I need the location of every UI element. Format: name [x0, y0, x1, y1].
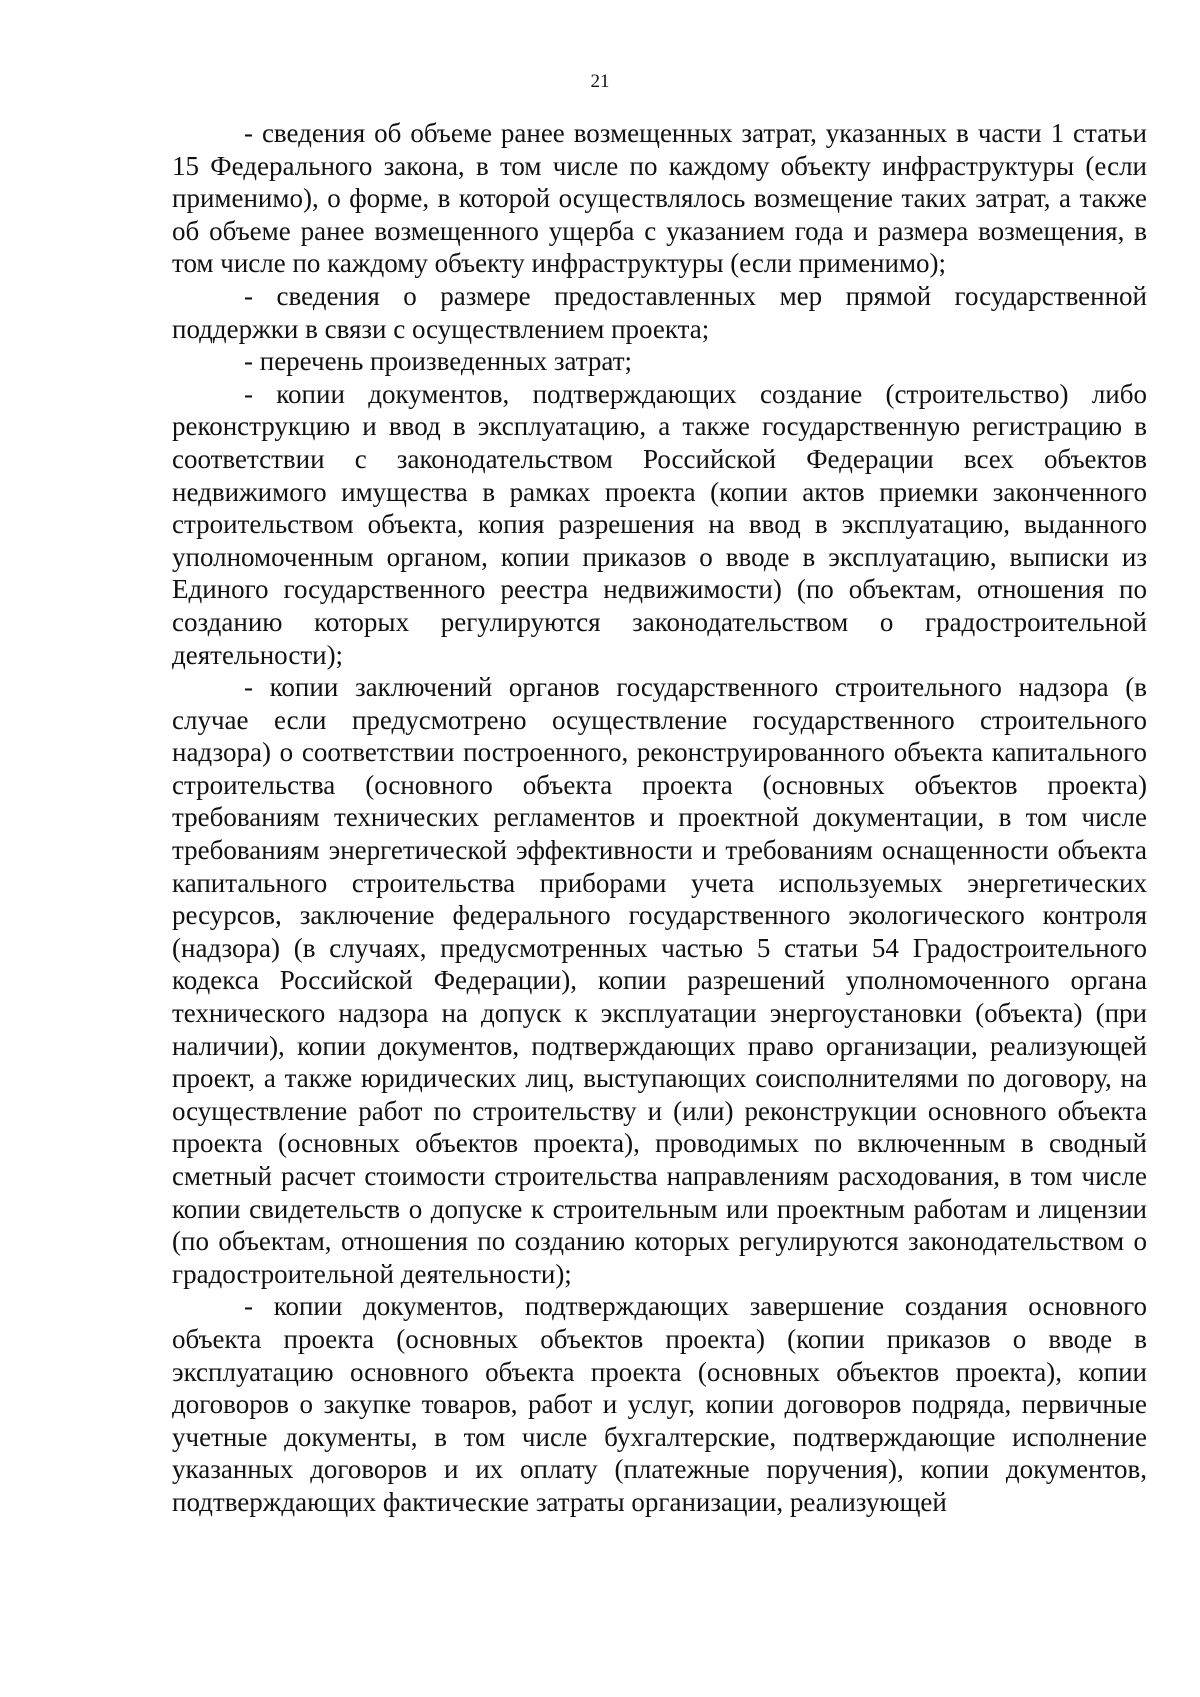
paragraph-reimbursed-costs: - сведения об объеме ранее возмещенных затрат, указанных в части 1 статьи 15 Федерального закона, в том числе по каждому объекту инфраструктуры (если применимо), о форме, в которой осуществлялось возмещение таких затрат, а также об объеме ранее возмещенного ущерба с указанием года и размера возмещения, в том числе по каждому объекту инфраструктуры (если применимо); [172, 118, 1147, 279]
paragraph-construction-documents: - копии документов, подтверждающих создание (строительство) либо реконструкцию и ввод в эксплуатацию, а также государственную регистрацию в соответствии с законодательством Российской Федерации всех объектов недвижимого имущества в рамках проекта (копии актов приемки законченного строительством объекта, копия разрешения на ввод в эксплуатацию, выданного уполномоченным органом, копии приказов о вводе в эксплуатацию, выписки из Единого государственного реестра недвижимости) (по объектам, отношения по созданию которых регулируются законодательством о градостроительной деятельности); [172, 378, 1147, 670]
paragraph-supervision-conclusions: - копии заключений органов государственного строительного надзора (в случае если предусмотрено осуществление государственного строительного надзора) о соответствии построенного, реконструированного объекта капитального строительства (основного объекта проекта (основных объектов проекта) требованиям технических регламентов и проектной документации, в том числе требованиям энергетической эффективности и требованиям оснащенности объекта капитального строительства приборами учета используемых энергетических ресурсов, заключение федерального государственного экологического контроля (надзора) (в случаях, предусмотренных частью 5 статьи 54 Градостроительного кодекса Российской Федерации), копии разрешений уполномоченного органа технического надзора на допуск к эксплуатации энергоустановки (объекта) (при наличии), копии документов, подтверждающих право организации, реализующей проект, а также юридических лиц, выступающих соисполнителями по договору, на осуществление работ по строительству и (или) реконструкции основного объекта проекта (основных объектов проекта), проводимых по включенным в сводный сметный расчет стоимости строительства направлениям расходования, в том числе копии свидетельств о допуске к строительным или проектным работам и лицензии (по объектам, отношения по созданию которых регулируются законодательством о градостроительной деятельности); [172, 672, 1147, 1289]
paragraph-state-support: - сведения о размере предоставленных мер прямой государственной поддержки в связи с осуществлением проекта; [172, 280, 1147, 344]
document-body [172, 117, 1147, 1519]
paragraph-completion-documents: - копии документов, подтверждающих завершение создания основного объекта проекта (основных объектов проекта) (копии приказов о вводе в эксплуатацию основного объекта проекта (основных объектов проекта), копии договоров о закупке товаров, работ и услуг, копии договоров подряда, первичные учетные документы, в том числе бухгалтерские, подтверждающие исполнение указанных договоров и их оплату (платежные поручения), копии документов, подтверждающих фактические затраты организации, реализующей [172, 1291, 1147, 1517]
paragraph-costs-list: - перечень произведенных затрат; [244, 346, 633, 377]
page-number: 21 [590, 71, 610, 92]
